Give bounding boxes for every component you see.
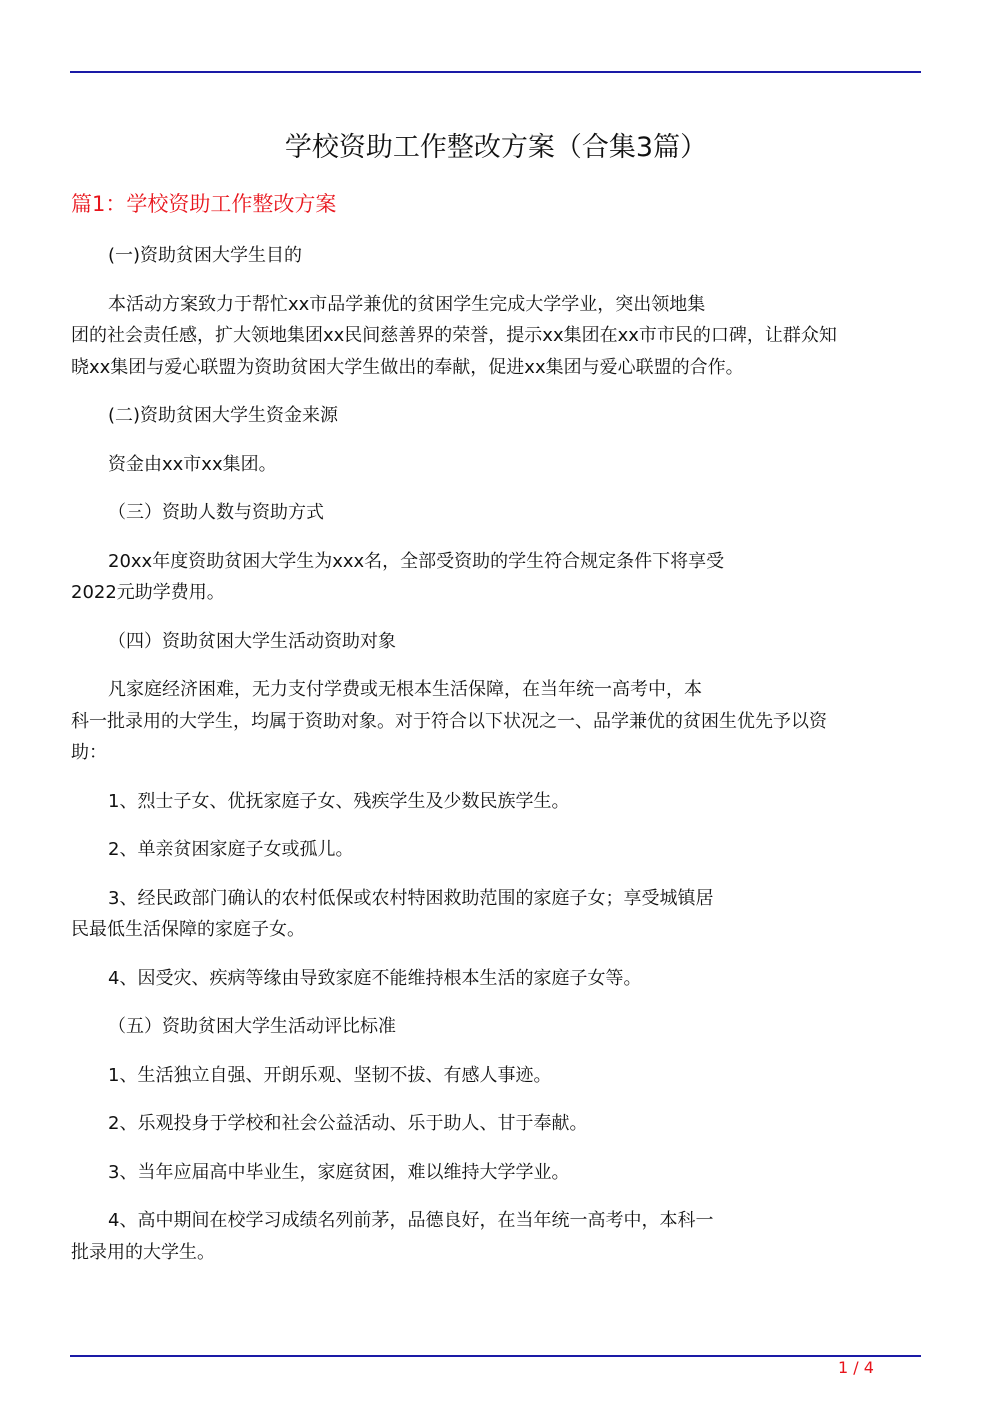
- paragraph: [71, 674, 931, 769]
- paragraph: [71, 1205, 931, 1268]
- paragraph: [71, 834, 931, 866]
- paragraph: [71, 1060, 931, 1092]
- paragraph-line: 20xx年度资助贫困大学生为xxx名，全部受资助的学生符合规定条件下将享受: [108, 550, 725, 572]
- paragraph: [71, 786, 931, 818]
- paragraph-line: 资金由xx市xx集团。: [108, 453, 277, 475]
- paragraph: [71, 626, 931, 658]
- paragraph-line: （五）资助贫困大学生活动评比标准: [108, 1016, 396, 1037]
- document-title: 学校资助工作整改方案（合集3篇）: [284, 132, 708, 163]
- paragraph-line: （三）资助人数与资助方式: [108, 502, 324, 523]
- paragraph-line: 2、乐观投身于学校和社会公益活动、乐于助人、甘于奉献。: [108, 1113, 588, 1134]
- paragraph-line: (二)资助贫困大学生资金来源: [108, 405, 339, 426]
- header-rule: [70, 71, 921, 73]
- paragraph: [71, 546, 931, 609]
- paragraph-line: 本活动方案致力于帮忙xx市品学兼优的贫困学生完成大学学业，突出领地集: [108, 293, 706, 315]
- paragraph-line: 凡家庭经济困难，无力支付学费或无根本生活保障，在当年统一高考中，本: [108, 679, 702, 700]
- section-heading: 篇1：学校资助工作整改方案: [71, 192, 337, 216]
- paragraph-line: 民最低生活保障的家庭子女。: [71, 919, 305, 940]
- paragraph: [71, 449, 931, 481]
- paragraph-line: 3、当年应届高中毕业生，家庭贫困，难以维持大学学业。: [108, 1161, 570, 1183]
- paragraph-line: 3、经民政部门确认的农村低保或农村特困救助范围的家庭子女；享受城镇居: [108, 887, 714, 909]
- paragraph-line: 科一批录用的大学生，均属于资助对象。对于符合以下状况之一、品学兼优的贫困生优先予以资: [71, 710, 827, 732]
- paragraph: [71, 1011, 931, 1043]
- paragraph-line: 1、生活独立自强、开朗乐观、坚韧不拔、有感人事迹。: [108, 1064, 552, 1086]
- paragraph: [71, 963, 931, 995]
- paragraph: [71, 883, 931, 946]
- paragraph-line: (一)资助贫困大学生目的: [108, 245, 303, 266]
- page-number: 1 / 4: [838, 1358, 874, 1377]
- paragraph: [71, 497, 931, 529]
- paragraph: [71, 240, 931, 272]
- paragraph-line: 晓xx集团与爱心联盟为资助贫困大学生做出的奉献，促进xx集团与爱心联盟的合作。: [71, 356, 744, 378]
- paragraph: [71, 1108, 931, 1140]
- paragraph: [71, 289, 931, 384]
- paragraph: [71, 1157, 931, 1189]
- paragraph: [71, 400, 931, 432]
- paragraph-line: 2022元助学费用。: [71, 582, 225, 603]
- paragraph-line: 助：: [71, 742, 107, 763]
- paragraph-line: 4、因受灾、疾病等缘由导致家庭不能维持根本生活的家庭子女等。: [108, 967, 642, 989]
- paragraph-line: 批录用的大学生。: [71, 1241, 215, 1263]
- paragraph-line: 1、烈士子女、优抚家庭子女、残疾学生及少数民族学生。: [108, 790, 570, 812]
- paragraph-line: （四）资助贫困大学生活动资助对象: [108, 630, 396, 652]
- document-body: [71, 240, 931, 1285]
- paragraph-line: 团的社会责任感，扩大领地集团xx民间慈善界的荣誉，提示xx集团在xx市市民的口碑，让群众知: [71, 325, 837, 346]
- paragraph-line: 4、高中期间在校学习成绩名列前茅，品德良好，在当年统一高考中，本科一: [108, 1210, 714, 1231]
- paragraph-line: 2、单亲贫困家庭子女或孤儿。: [108, 839, 354, 860]
- footer-rule: [70, 1355, 921, 1357]
